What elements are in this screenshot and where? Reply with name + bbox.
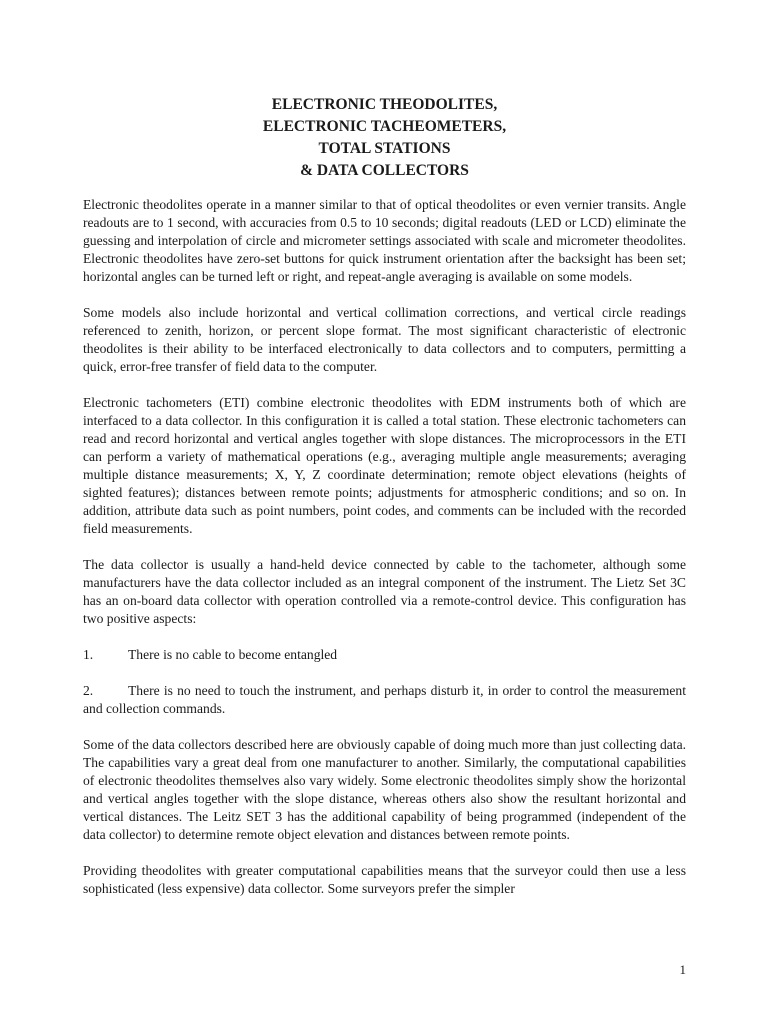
paragraph-electronic-theodolites: Electronic theodolites operate in a manner similar to that of optical theodolites or even vernier transits. Angle readouts are to 1 second, with accuracies from 0.5 to 10 seconds; digital readouts (LED or LCD) eliminate the guessing and interpolation of circle and micrometer settings associated with scale and micrometer theodolites. Electronic theodolites have zero-set buttons for quick instrument orientation after the backsight has been set; horizontal angles can be turned left or right, and repeat-angle averaging is available on some models.	[83, 197, 686, 284]
page-number: 1	[679, 962, 686, 977]
paragraph-data-collector: The data collector is usually a hand-held device connected by cable to the tachometer, although some manufacturers have the data collector included as an integral component of the instrument. The Lietz Set 3C has an on-board data collector with operation controlled via a remote-control device. This configuration has two positive aspects:	[83, 557, 686, 626]
title-line-4: & DATA COLLECTORS	[300, 162, 469, 179]
list-item-text: There is no need to touch the instrument, and perhaps disturb it, in order to control the measurement and collection commands.	[83, 683, 686, 716]
paragraph-electronic-tachometers: Electronic tachometers (ETI) combine electronic theodolites with EDM instruments both of which are interfaced to a data collector. In this configuration it is called a total station. These electronic tachometers can read and record horizontal and vertical angles together with slope distances. The microprocessors in the ETI can perform a variety of mathematical operations (e.g., averaging multiple angle measurements; averaging multiple distance measurements; X, Y, Z coordinate determination; remote object elevations (heights of sighted features); distances between remote points; adjustments for atmospheric conditions; and so on. In addition, attribute data such as point numbers, point codes, and comments can be included with the recorded field measurements.	[83, 395, 686, 536]
document-title	[83, 94, 686, 182]
list-item	[83, 682, 686, 718]
list-item-number: 2.	[83, 683, 94, 698]
paragraph-capabilities: Some of the data collectors described here are obviously capable of doing much more than just collecting data. The capabilities vary a great deal from one manufacturer to another. Similarly, the computational capabilities of electronic theodolites themselves also vary widely. Some electronic theodolites simply show the horizontal and vertical angles together with the slope distance, whereas others also show the resultant horizontal and vertical distances. The Leitz SET 3 has the additional capability of being programmed (independent of the data collector) to determine remote object elevation and distances between remote points.	[83, 737, 686, 842]
document-page	[83, 94, 686, 916]
title-line-1: ELECTRONIC THEODOLITES,	[271, 96, 498, 113]
list-item-number: 1.	[83, 647, 94, 662]
paragraph-computational: Providing theodolites with greater computational capabilities means that the surveyor could then use a less sophisticated (less expensive) data collector. Some surveyors prefer the simpler	[83, 863, 686, 896]
title-line-3: TOTAL STATIONS	[318, 140, 451, 157]
paragraph-collimation-corrections: Some models also include horizontal and vertical collimation corrections, and vertical circle readings referenced to zenith, horizon, or percent slope format. The most significant characteristic of electronic theodolites is their ability to be interfaced electronically to data collectors and to computers, permitting a quick, error-free transfer of field data to the computer.	[83, 305, 686, 374]
title-line-2: ELECTRONIC TACHEOMETERS,	[262, 118, 507, 135]
list-item	[83, 646, 686, 664]
list-item-text: There is no cable to become entangled	[128, 647, 338, 662]
